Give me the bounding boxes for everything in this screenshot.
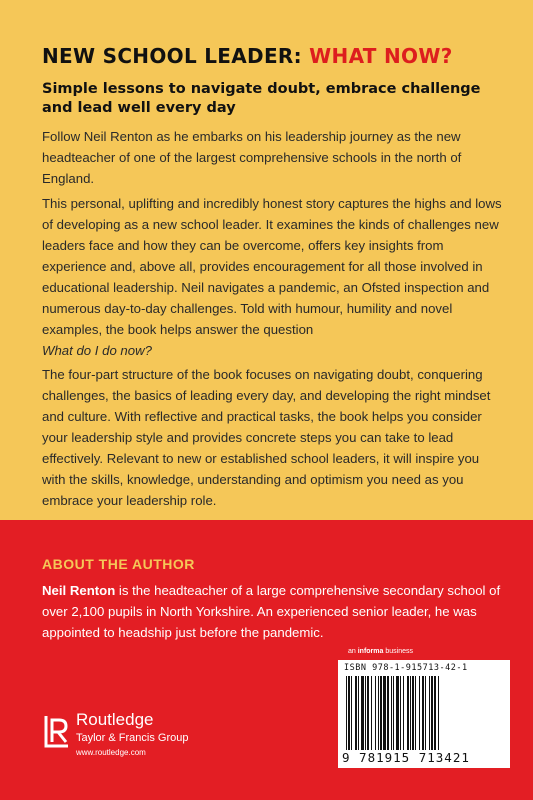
isbn-label: ISBN 978-1-915713-42-1: [344, 663, 468, 673]
book-subtitle: Simple lessons to navigate doubt, embrace challenge and lead well every day: [42, 81, 481, 116]
author-name: Neil Renton: [42, 583, 116, 598]
barcode-bar: [378, 676, 379, 750]
description-paragraph-3: The four-part structure of the book focuses on navigating doubt, conquering challenges, the basics of leading every day, and developing the right mindset and culture. With reflective and practical tasks, the book helps you consider your leadership style and provides concrete steps you can take to lead effectively. Relevant to new or established school leaders, it will inspire you with the skills, knowledge, understanding and optimism you need as you embrace your leadership role.: [42, 367, 491, 508]
barcode-bar: [375, 676, 376, 750]
barcode-bar: [396, 676, 399, 750]
barcode-bar: [434, 676, 436, 750]
publisher-logo: [42, 710, 242, 770]
barcode-bar: [400, 676, 401, 750]
book-title: [42, 44, 453, 68]
barcode-bar: [361, 676, 364, 750]
barcode-bar: [348, 676, 350, 750]
publisher-name: Routledge: [76, 710, 154, 729]
barcode-bars: [344, 676, 504, 750]
barcode-bar: [429, 676, 430, 750]
barcode-bar: [438, 676, 439, 750]
barcode-bar: [351, 676, 352, 750]
informa-prefix: an: [348, 648, 358, 655]
barcode-bar: [391, 676, 392, 750]
author-bio-text: is the headteacher of a large comprehensive secondary school of over 2,100 pupils in North Yorkshire. An experienced senior leader, he was appointed to headship just before the pandemic.: [42, 583, 501, 640]
about-author-heading: ABOUT THE AUTHOR: [42, 556, 195, 572]
barcode-bar: [415, 676, 416, 750]
barcode-bar: [431, 676, 433, 750]
informa-brand: informa: [357, 648, 384, 655]
routledge-r-icon: [42, 712, 72, 752]
barcode-bar: [410, 676, 411, 750]
barcode-bar: [346, 676, 347, 750]
paragraph-2-text: This personal, uplifting and incredibly honest story captures the highs and lows of developing as a new school leader. It examines the kinds of challenges new leaders face and how they can be overcome, offers key insights from experience and, above all, provides encouragement for all those involved in educational leadership. Neil navigates a pandemic, an Ofsted inspection and numerous day-to-day challenges. Told with humour, humility and novel examples, the book helps answer the question: [42, 196, 502, 337]
barcode-bar: [383, 676, 386, 750]
title-accent: WHAT NOW?: [309, 44, 453, 68]
barcode-bar: [380, 676, 382, 750]
author-panel: [0, 520, 533, 800]
barcode-bar: [371, 676, 372, 750]
informa-suffix: business: [383, 648, 413, 655]
barcode-bar: [419, 676, 420, 750]
barcode-bar: [365, 676, 366, 750]
barcode-bar: [358, 676, 359, 750]
barcode-bar: [412, 676, 414, 750]
barcode-bar: [407, 676, 409, 750]
publisher-group: Taylor & Francis Group: [76, 732, 189, 744]
barcode-bar: [425, 676, 426, 750]
barcode-bar: [387, 676, 389, 750]
description-paragraph-2: [42, 193, 502, 361]
isbn-barcode: [338, 660, 510, 768]
publisher-url: www.routledge.com: [76, 748, 146, 757]
description-paragraph-1: Follow Neil Renton as he embarks on his leadership journey as the new headteacher of one of the largest comprehensive schools in the north of England.: [42, 129, 462, 186]
barcode-bar: [422, 676, 424, 750]
title-main: NEW SCHOOL LEADER:: [42, 44, 310, 68]
isbn-digits: 9 781915 713421: [342, 750, 470, 765]
paragraph-2-question: What do I do now?: [42, 343, 152, 358]
barcode-bar: [367, 676, 369, 750]
barcode-bar: [403, 676, 404, 750]
author-bio: [42, 580, 502, 643]
barcode-bar: [393, 676, 394, 750]
barcode-bar: [355, 676, 357, 750]
informa-tagline: [348, 648, 413, 655]
